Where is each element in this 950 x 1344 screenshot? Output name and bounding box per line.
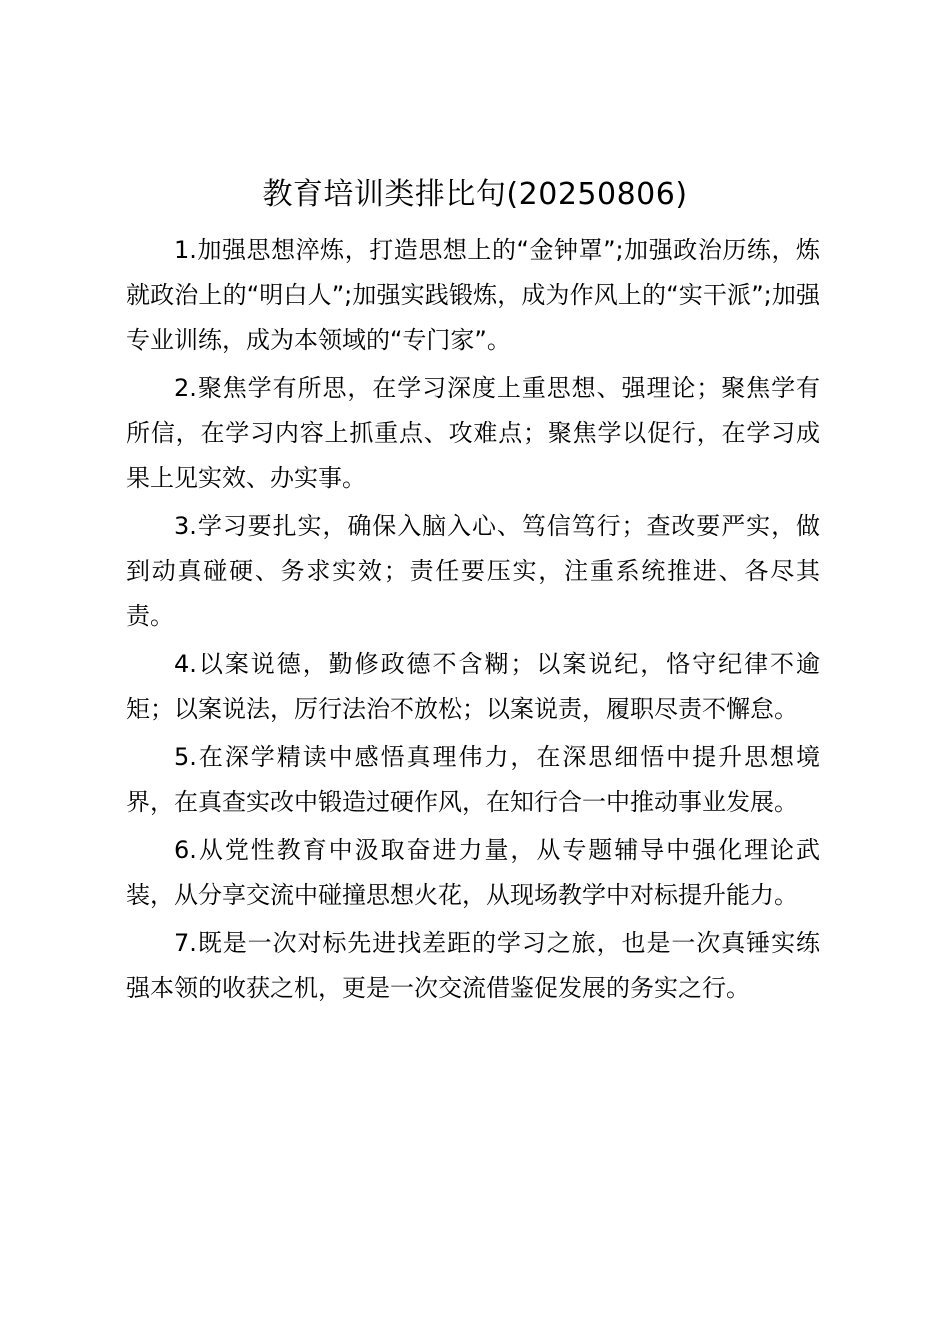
- paragraph-4: 4.以案说德，勤修政德不含糊；以案说纪，恪守纪律不逾矩；以案说法，厉行法治不放松；以案说责，履职尽责不懈怠。: [126, 650, 820, 723]
- paragraph-5: 5.在深学精读中感悟真理伟力，在深思细悟中提升思想境界，在真查实改中锻造过硬作风，在知行合一中推动事业发展。: [126, 743, 820, 816]
- paragraph-6: 6.从党性教育中汲取奋进力量，从专题辅导中强化理论武装，从分享交流中碰撞思想火花，从现场教学中对标提升能力。: [126, 836, 820, 909]
- paragraph-3: 3.学习要扎实，确保入脑入心、笃信笃行；查改要严实，做到动真碰硬、务求实效；责任要压实，注重系统推进、各尽其责。: [126, 512, 820, 630]
- document-body: [126, 228, 820, 1014]
- paragraph-7: 7.既是一次对标先进找差距的学习之旅，也是一次真锤实练强本领的收获之机，更是一次交流借鉴促发展的务实之行。: [126, 929, 820, 1002]
- paragraph-2: 2.聚焦学有所思，在学习深度上重思想、强理论；聚焦学有所信，在学习内容上抓重点、攻难点；聚焦学以促行，在学习成果上见实效、办实事。: [126, 374, 820, 492]
- document-title: 教育培训类排比句(20250806): [262, 177, 688, 212]
- paragraph-1: 1.加强思想淬炼，打造思想上的“金钟罩”;加强政治历练，炼就政治上的“明白人”;加强实践锻炼，成为作风上的“实干派”;加强专业训练，成为本领域的“专门家”。: [126, 236, 820, 354]
